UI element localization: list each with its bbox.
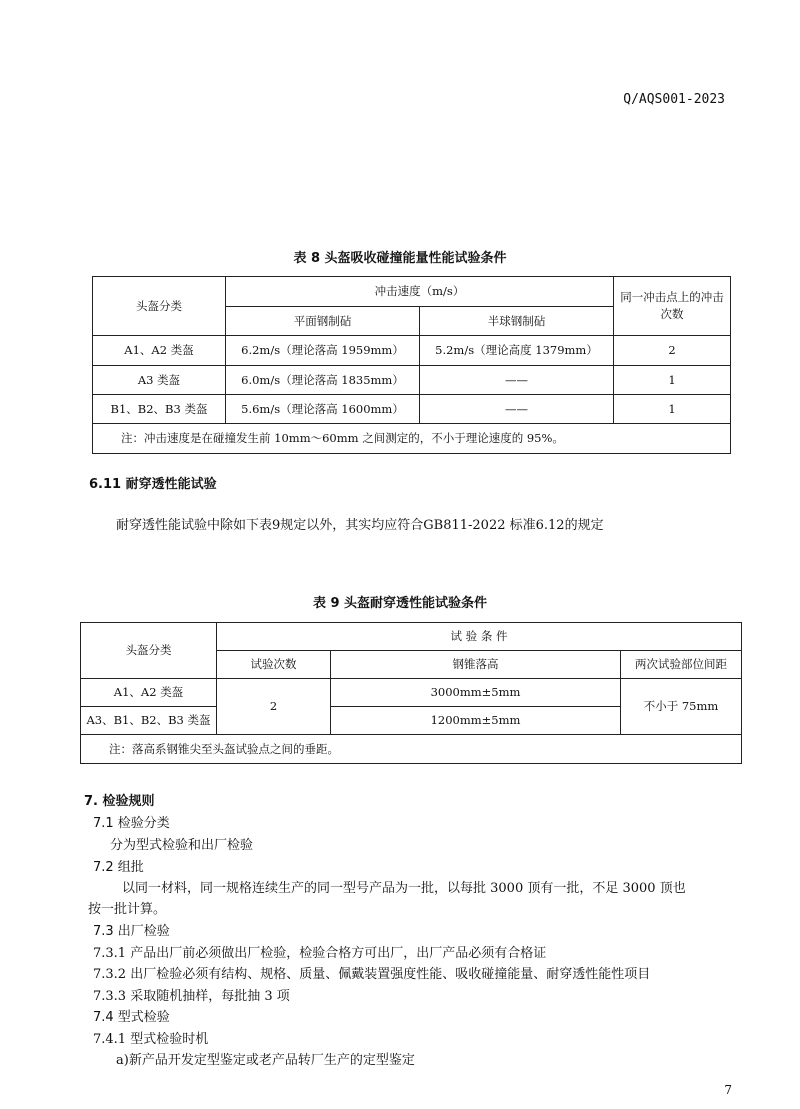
table9-header-drop: 钢锥落高 [331, 651, 621, 679]
table9-cell-category: A1、A2 类盔 [81, 679, 217, 707]
table9-header-times: 试验次数 [217, 651, 331, 679]
table8 [92, 276, 731, 454]
table9-cell-category: A3、B1、B2、B3 类盔 [81, 707, 217, 735]
table9-note: 注：落高系钢锥尖至头盔试验点之间的垂距。 [81, 735, 742, 764]
section-7-4-heading: 7.4 型式检验 [93, 1010, 170, 1025]
table8-cell-category: A3 类盔 [93, 366, 226, 395]
section-7-4-1: 7.4.1 型式检验时机 [93, 1032, 209, 1047]
table8-cell-flat: 5.6m/s（理论落高 1600mm） [226, 395, 420, 424]
table9-header-conditions: 试 验 条 件 [217, 623, 742, 651]
table8-cell-flat: 6.0m/s（理论落高 1835mm） [226, 366, 420, 395]
table8-cell-category: A1、A2 类盔 [93, 336, 226, 366]
table9-header-distance: 两次试验部位间距 [621, 651, 742, 679]
document-code: Q/AQS001-2023 [623, 92, 725, 107]
table8-cell-hemi: —— [420, 366, 614, 395]
table9-cell-drop: 1200mm±5mm [331, 707, 621, 735]
table8-cell-flat: 6.2m/s（理论落高 1959mm） [226, 336, 420, 366]
table9-cell-times: 2 [217, 679, 331, 735]
section-7-3-3: 7.3.3 采取随机抽样，每批抽 3 项 [93, 989, 290, 1004]
section-7-1-heading: 7.1 检验分类 [93, 816, 170, 831]
section-7-3-heading: 7.3 出厂检验 [93, 924, 170, 939]
table9-header-category: 头盔分类 [81, 623, 217, 679]
table8-cell-count: 2 [614, 336, 731, 366]
table8-cell-hemi: 5.2m/s（理论高度 1379mm） [420, 336, 614, 366]
table9 [80, 622, 742, 764]
table8-header-hemi: 半球钢制砧 [420, 307, 614, 336]
table9-title: 表 9 头盔耐穿透性能试验条件 [312, 596, 488, 611]
section-6-11-heading: 6.11 耐穿透性能试验 [89, 477, 217, 492]
table8-header-speed: 冲击速度（m/s） [226, 277, 614, 307]
table8-header-count: 同一冲击点上的冲击次数 [614, 277, 731, 336]
section-7-2-body-line2: 按一批计算。 [88, 902, 167, 917]
table8-header-category: 头盔分类 [93, 277, 226, 336]
page-number: 7 [724, 1083, 732, 1097]
table-row [93, 366, 731, 395]
section-7-2-heading: 7.2 组批 [93, 860, 144, 875]
table-row [93, 395, 731, 424]
section-7-3-1: 7.3.1 产品出厂前必须做出厂检验，检验合格方可出厂，出厂产品必须有合格证 [93, 946, 547, 961]
section-7-4-1-a: a)新产品开发定型鉴定或老产品转厂生产的定型鉴定 [116, 1053, 415, 1068]
section-7-1-body: 分为型式检验和出厂检验 [110, 838, 254, 853]
section-7-heading: 7. 检验规则 [84, 794, 155, 809]
table8-cell-count: 1 [614, 395, 731, 424]
table8-title: 表 8 头盔吸收碰撞能量性能试验条件 [293, 251, 507, 266]
table-row [93, 336, 731, 366]
table8-cell-hemi: —— [420, 395, 614, 424]
table-row [81, 679, 742, 707]
section-6-11-body: 耐穿透性能试验中除如下表9规定以外，其实均应符合GB811-2022 标准6.12的规定 [116, 518, 604, 533]
table8-note: 注：冲击速度是在碰撞发生前 10mm～60mm 之间测定的，不小于理论速度的 95%。 [93, 424, 731, 454]
section-7-2-body-line1: 以同一材料，同一规格连续生产的同一型号产品为一批，以每批 3000 顶有一批，不足 3000 顶也 [122, 881, 686, 896]
table9-cell-drop: 3000mm±5mm [331, 679, 621, 707]
table8-cell-category: B1、B2、B3 类盔 [93, 395, 226, 424]
table8-header-flat: 平面钢制砧 [226, 307, 420, 336]
table9-cell-distance: 不小于 75mm [621, 679, 742, 735]
section-7-3-2: 7.3.2 出厂检验必须有结构、规格、质量、佩戴装置强度性能、吸收碰撞能量、耐穿透性能性项目 [93, 967, 651, 982]
table8-cell-count: 1 [614, 366, 731, 395]
